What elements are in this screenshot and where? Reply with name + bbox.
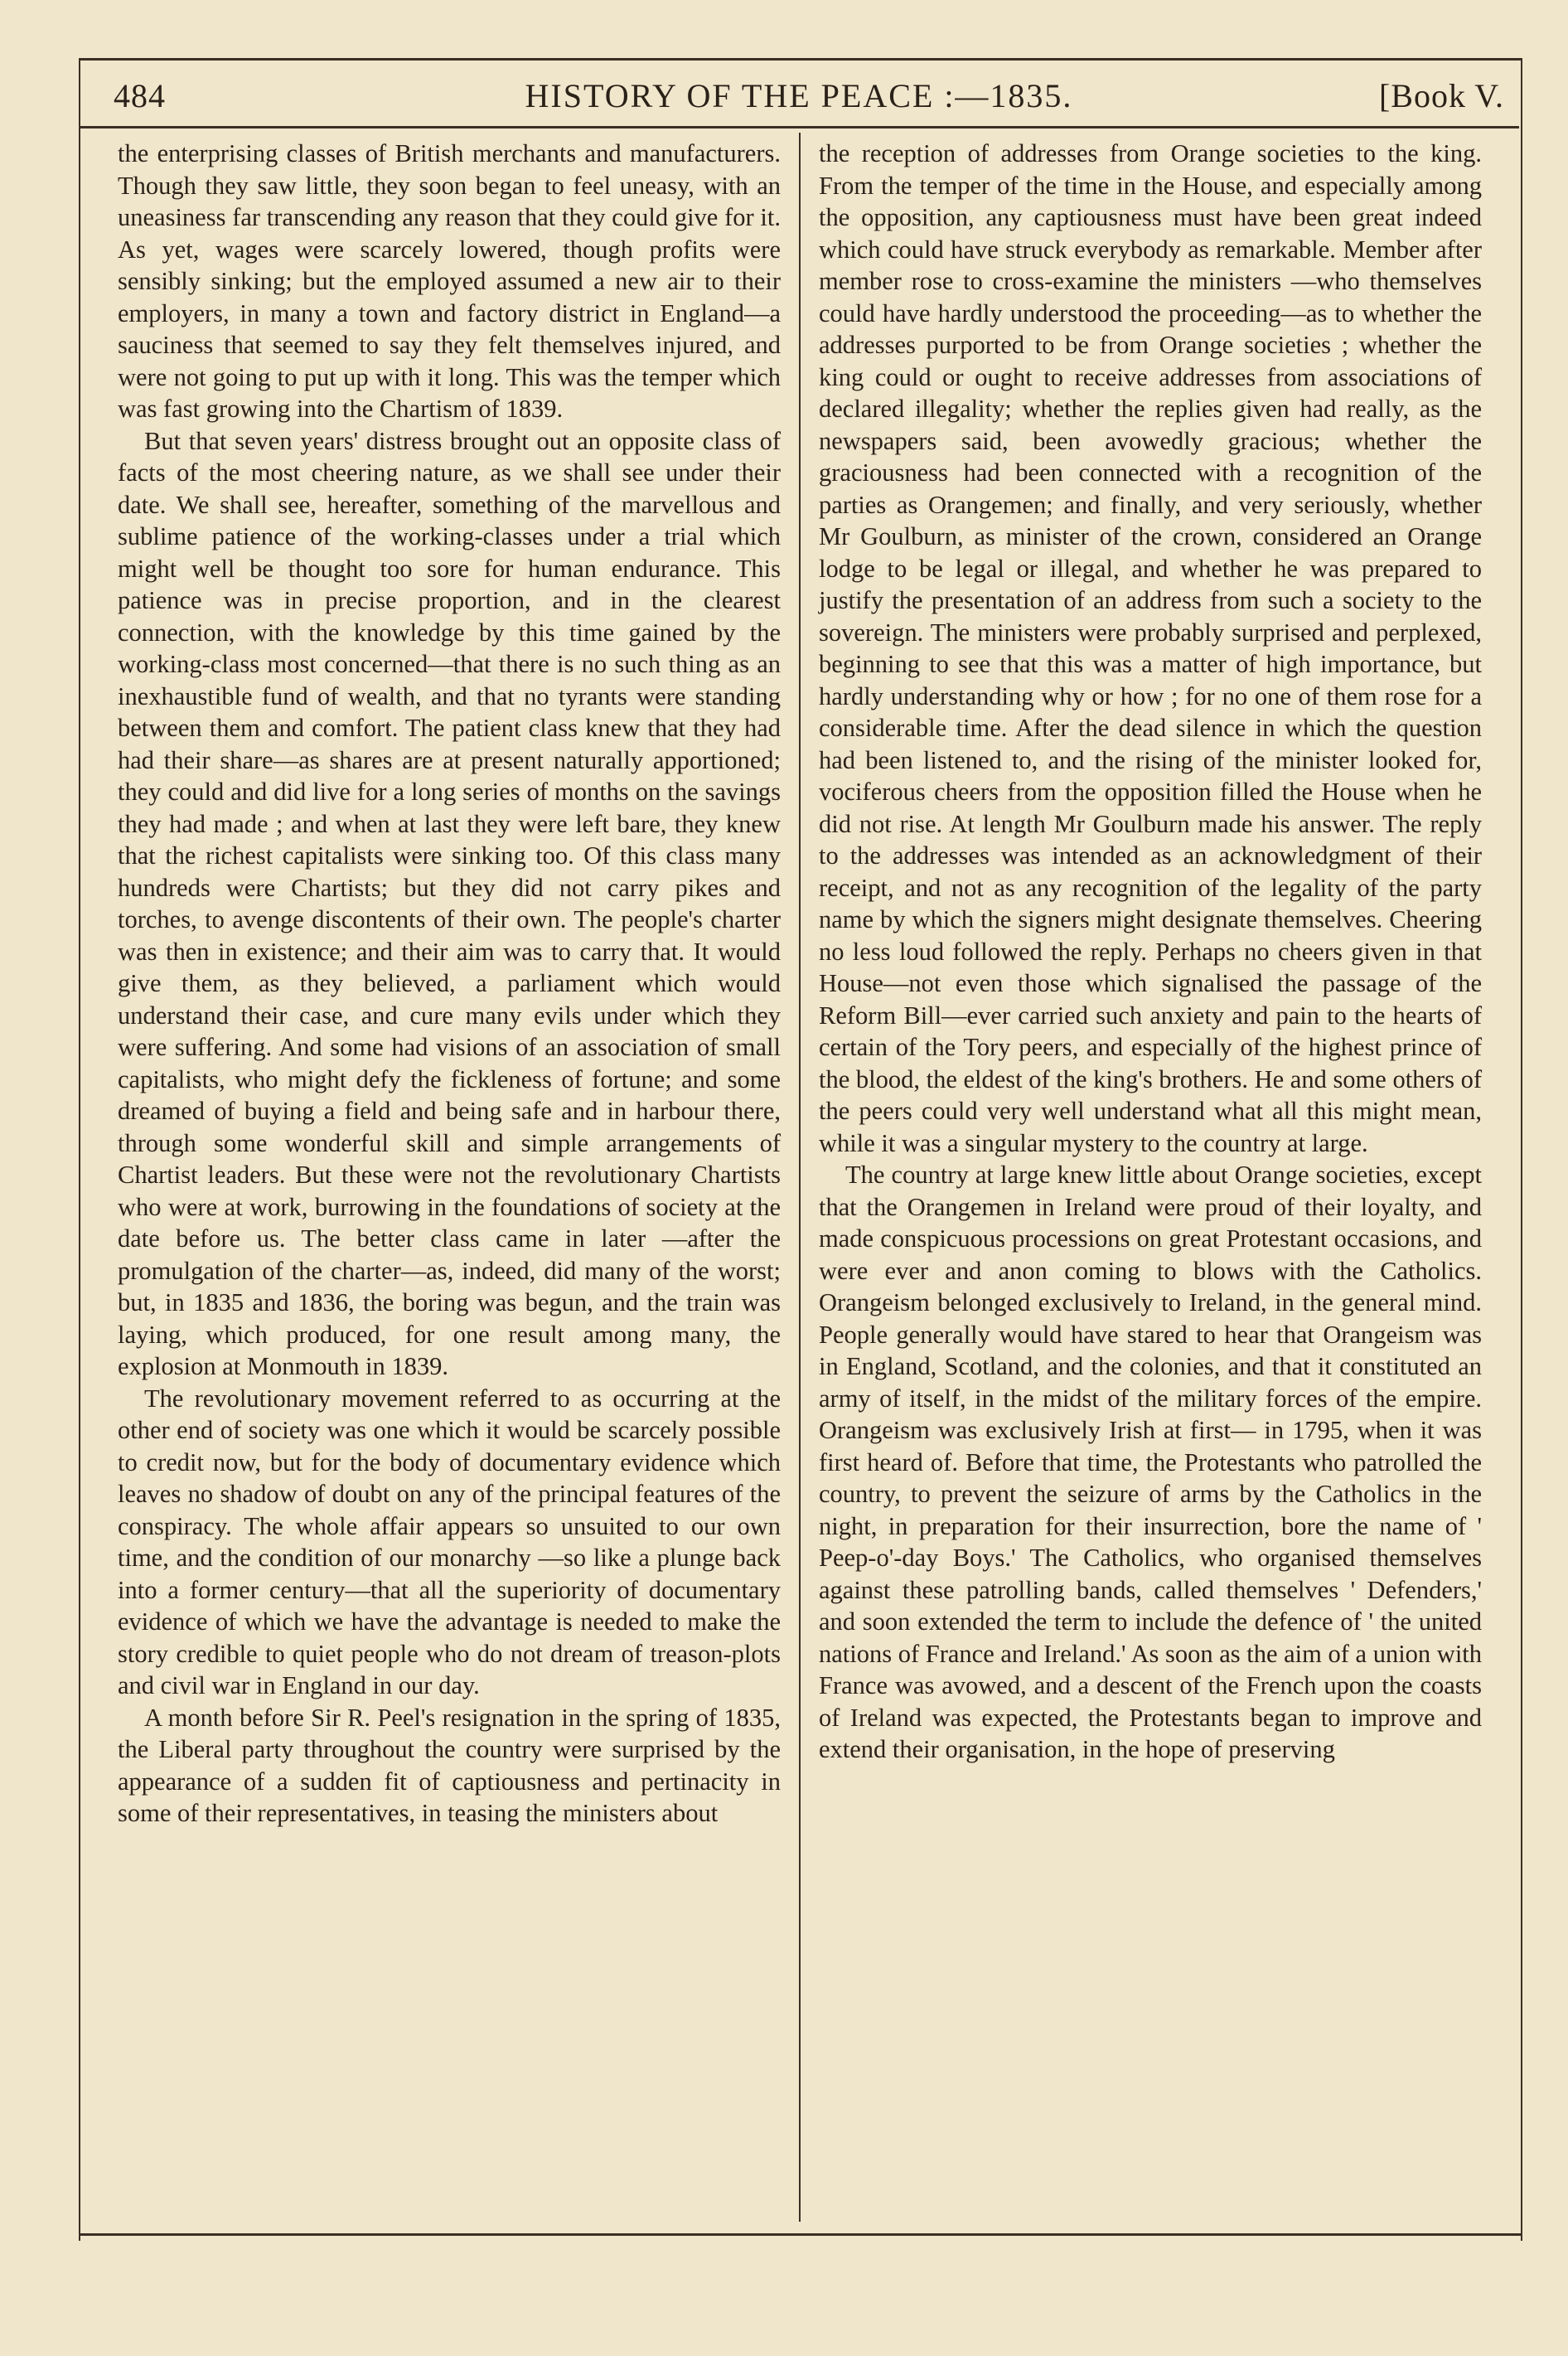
paragraph: But that seven years' distress brought out an opposite class of facts of the most cheering nature, as we shall see under their date. We shall see, hereafter, something of the marvellous and sublime patience of the working-classes under a trial which might well be thought too sore for human endurance. This patience was in precise proportion, and in the clearest connection, with the knowledge by this time gained by the working-class most concerned—that there is no such thing as an inexhaustible fund of wealth, and that no tyrants were standing between them and comfort. The patient class knew that they had had their share—as shares are at present naturally apportioned; they could and did live for a long series of months on the savings they had made ; and when at last they were left bare, they knew that the richest capitalists were sinking too. Of this class many hundreds were Chartists; but they did not carry pikes and torches, to avenge discontents of their own. The people's charter was then in existence; and their aim was to carry that. It would give them, as they believed, a parliament which would understand their case, and cure many evils under which they were suffering. And some had visions of an association of small capitalists, who might defy the fickleness of fortune; and some dreamed of buying a field and being safe and in harbour there, through some wonderful skill and simple arrangements of Chartist leaders. But these were not the revolutionary Chartists who were at work, burrowing in the foundations of society at the date before us. The better class came in later —after the promulgation of the charter—as, indeed, did many of the worst; but, in 1835 and 1836, the boring was begun, and the train was laying, which produced, for one result among many, the explosion at Monmouth in 1839. bbox=[118, 426, 781, 1380]
bottom-rule bbox=[79, 2233, 1521, 2236]
paragraph: A month before Sir R. Peel's resignation in the spring of 1835, the Liberal party throughout the country were surprised by the appearance of a sudden fit of captiousness and pertinacity in some of their representatives, in teasing the ministers about bbox=[118, 1703, 781, 1827]
left-column bbox=[118, 138, 781, 1830]
paragraph: the reception of addresses from Orange societies to the king. From the temper of the time in the House, and especially among the opposition, any captiousness must have been great indeed which could have struck everybody as remarkable. Member after member rose to cross-examine the ministers —who themselves could have hardly understood the proceeding—as to whether the addresses purported to be from Orange societies ; whether the king could or ought to receive addresses from associations of declared illegality; whether the replies given had really, as the newspapers said, been avowedly gracious; whether the graciousness had been connected with a recognition of the parties as Orangemen; and finally, and very seriously, whether Mr Goulburn, as minister of the crown, considered an Orange lodge to be legal or illegal, and whether he was prepared to justify the presentation of an address from such a society to the sovereign. The ministers were probably surprised and perplexed, beginning to see that this was a matter of high importance, but hardly understanding why or how ; for no one of them rose for a considerable time. After the dead silence in which the question had been listened to, and the rising of the minister looked for, vociferous cheers from the opposition filled the House when he did not rise. At length Mr Goulburn made his answer. The reply to the addresses was intended as an acknowledgment of their receipt, and not as any recognition of the legality of the party name by which the signers might designate themselves. Cheering no less loud followed the reply. Perhaps no cheers given in that House—not even those which signalised the passage of the Reform Bill—ever carried such anxiety and pain to the hearts of certain of the Tory peers, and especially of the highest prince of the blood, the eldest of the king's brothers. He and some others of the peers could very well understand what all this might mean, while it was a singular mystery to the country at large. bbox=[819, 139, 1483, 1157]
paragraph: the enterprising classes of British merchants and manufacturers. Though they saw little, they soon began to feel uneasy, with an uneasiness far transcending any reason that they could give for it. As yet, wages were scarcely lowered, though profits were sensibly sinking; but the employed assumed a new air to their employers, in many a town and factory district in England—a sauciness that seemed to say they felt themselves injured, and were not going to put up with it long. This was the temper which was fast growing into the Chartism of 1839. bbox=[118, 139, 781, 423]
paragraph: The revolutionary movement referred to as occurring at the other end of society was one which it would be scarcely possible to credit now, but for the body of documentary evidence which leaves no shadow of doubt on any of the principal features of the conspiracy. The whole affair appears so unsuited to our own time, and the condition of our monarchy —so like a plunge back into a former century—that all the superiority of documentary evidence of which we have the advantage is needed to make the story credible to quiet people who do not dream of treason-plots and civil war in England in our day. bbox=[118, 1384, 781, 1699]
book-label: [Book V. bbox=[1378, 77, 1504, 114]
right-column bbox=[819, 138, 1482, 1766]
running-title: HISTORY OF THE PEACE :—1835. bbox=[525, 77, 1073, 114]
paragraph: The country at large knew little about Orange societies, except that the Orangemen in Ireland were proud of their loyalty, and made conspicuous processions on great Protestant occasions, and were ever and anon coming to blows with the Catholics. Orangeism belonged exclusively to Ireland, in the general mind. People generally would have stared to hear that Orangeism was in England, Scotland, and the colonies, and that it constituted an army of itself, in the midst of the military forces of the empire. Orangeism was exclusively Irish at first— in 1795, when it was first heard of. Before that time, the Protestants who patrolled the country, to prevent the seizure of arms by the Catholics in the night, in preparation for their insurrection, bore the name of ' Peep-o'-day Boys.' The Catholics, who organised themselves against these patrolling bands, called themselves ' Defenders,' and soon extended the term to include the defence of ' the united nations of France and Ireland.' As soon as the aim of a union with France was avowed, and a descent of the French upon the coasts of Ireland was expected, the Protestants began to improve and extend their organisation, in the hope of preserving bbox=[819, 1161, 1483, 1763]
running-header bbox=[79, 58, 1519, 128]
column-divider bbox=[799, 133, 801, 2222]
page-number: 484 bbox=[114, 77, 166, 114]
